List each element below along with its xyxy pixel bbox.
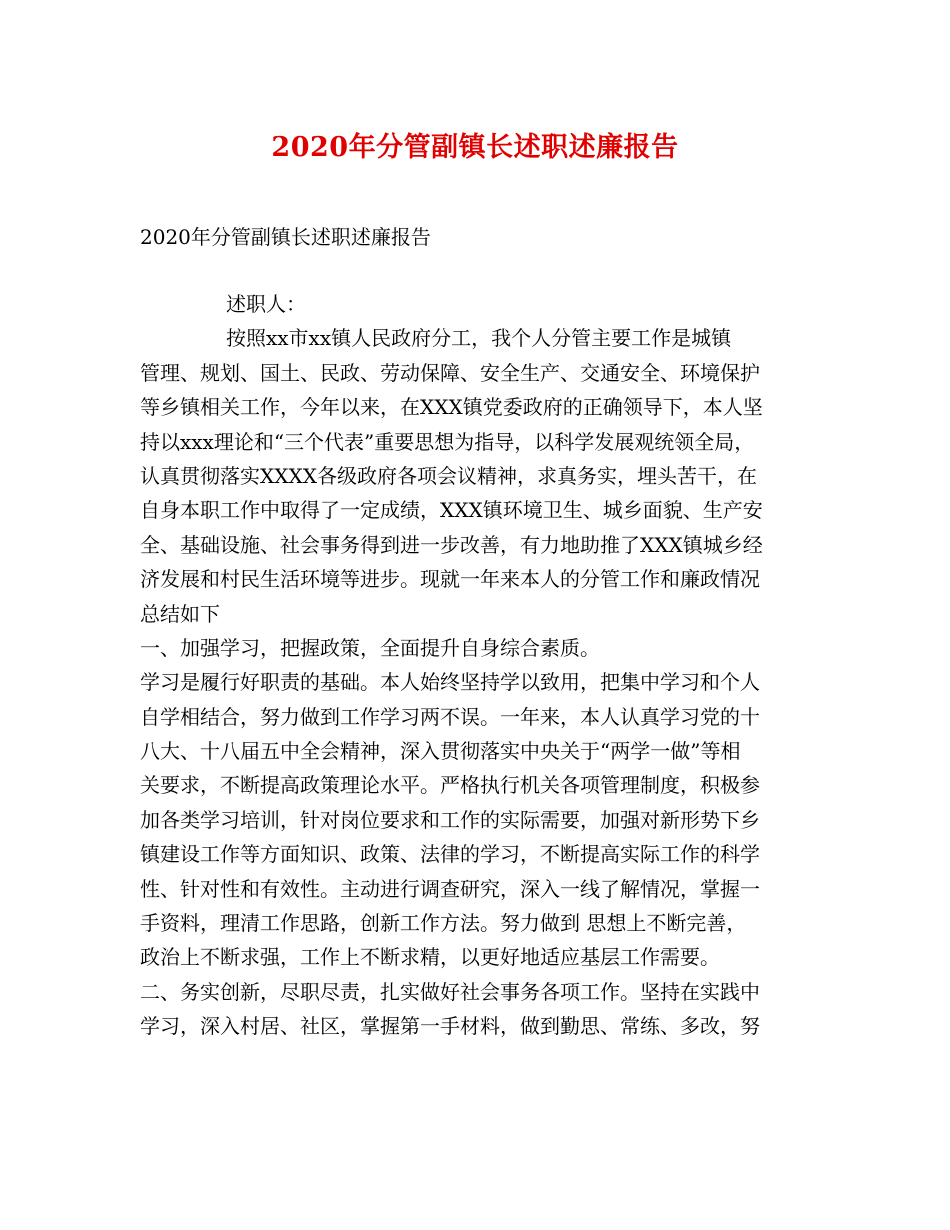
document-subtitle: 2020年分管副镇长述职述廉报告 <box>140 225 431 249</box>
author-line: 述职人： <box>226 292 306 316</box>
paragraph-line: 加各类学习培训，针对岗位要求和工作的实际需要，加强对新形势下乡 <box>140 807 760 832</box>
paragraph-line: 关要求，不断提高政策理论水平。严格执行机关各项管理制度，积极参 <box>140 773 760 798</box>
paragraph-line: 按照xx市xx镇人民政府分工，我个人分管主要工作是城镇 <box>226 326 732 351</box>
section-heading: 一、加强学习，把握政策，全面提升自身综合素质。 <box>140 635 600 660</box>
paragraph-line: 济发展和村民生活环境等进步。现就一年来本人的分管工作和廉政情况 <box>140 567 760 592</box>
paragraph-line: 自身本职工作中取得了一定成绩，XXX镇环境卫生、城乡面貌、生产安 <box>140 498 763 523</box>
paragraph-line: 等乡镇相关工作，今年以来，在XXX镇党委政府的正确领导下，本人坚 <box>140 395 763 420</box>
paragraph-line: 手资料，理清工作思路，创新工作方法。努力做到 思想上不断完善， <box>140 911 747 936</box>
paragraph-line: 自学相结合，努力做到工作学习两不误。一年来，本人认真学习党的十 <box>140 704 760 729</box>
paragraph-line: 持以xxx理论和“三个代表”重要思想为指导，以科学发展观统领全局， <box>140 429 755 454</box>
document-title: 2020年分管副镇长述职述廉报告 <box>271 132 679 163</box>
paragraph-line: 总结如下 <box>140 601 220 626</box>
document-body <box>140 287 830 1044</box>
paragraph-line: 认真贯彻落实XXXX各级政府各项会议精神，求真务实，埋头苦干，在 <box>140 463 757 488</box>
paragraph-line: 镇建设工作等方面知识、政策、法律的学习，不断提高实际工作的科学 <box>140 842 760 867</box>
paragraph-line: 学习，深入村居、社区，掌握第一手材料，做到勤思、常练、多改，努 <box>140 1014 760 1039</box>
paragraph-line: 学习是履行好职责的基础。本人始终坚持学以致用，把集中学习和个人 <box>140 670 760 695</box>
paragraph-line: 八大、十八届五中全会精神，深入贯彻落实中央关于“两学一做”等相 <box>140 739 741 764</box>
paragraph-line: 全、基础设施、社会事务得到进一步改善，有力地助推了XXX镇城乡经 <box>140 532 763 557</box>
paragraph-line: 政治上不断求强，工作上不断求精，以更好地适应基层工作需要。 <box>140 945 720 970</box>
paragraph-line: 性、针对性和有效性。主动进行调查研究，深入一线了解情况，掌握一 <box>140 876 760 901</box>
paragraph-line: 管理、规划、国土、民政、劳动保障、安全生产、交通安全、环境保护 <box>140 360 760 385</box>
section-heading: 二、务实创新，尽职尽责，扎实做好社会事务各项工作。坚持在实践中 <box>140 979 760 1004</box>
